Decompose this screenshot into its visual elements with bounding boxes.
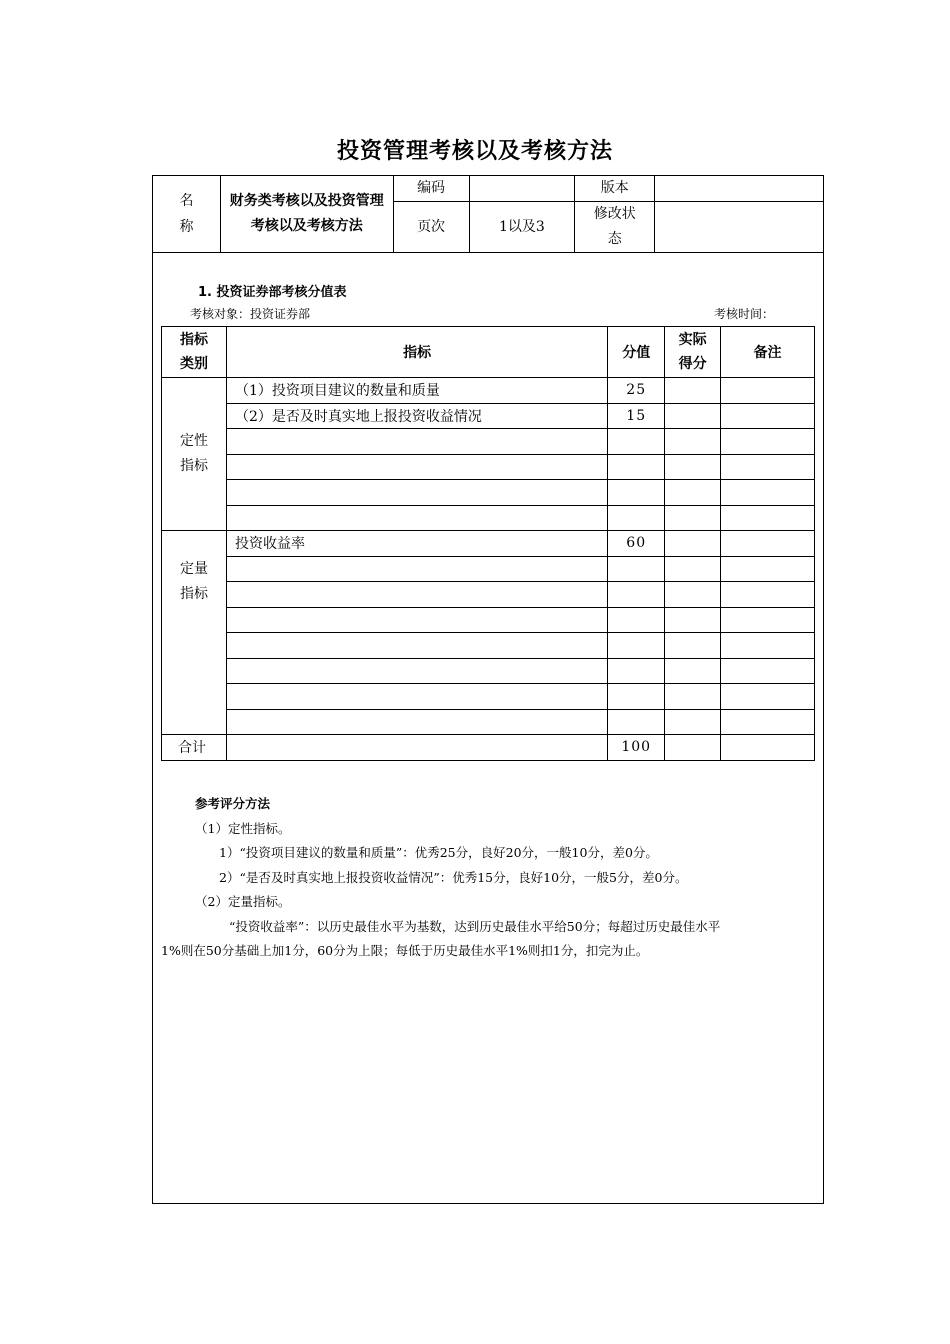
header-score: 分值 — [608, 327, 665, 378]
notes-line: （2）定量指标。 — [195, 894, 291, 909]
quantitative-category: 定量指标 — [162, 531, 227, 735]
empty-cell — [665, 429, 721, 455]
status-value — [655, 202, 824, 253]
empty-cell — [665, 658, 721, 684]
notes-line: 1）“投资项目建议的数量和质量”：优秀25分，良好20分，一般10分，差0分。 — [219, 845, 658, 860]
header-indicator: 指标 — [226, 327, 607, 378]
empty-cell — [721, 684, 815, 710]
empty-cell — [608, 505, 665, 531]
table-row-score: 25 — [608, 378, 665, 404]
empty-cell — [226, 658, 607, 684]
table-row-item: 投资收益率 — [226, 531, 607, 557]
empty-cell — [665, 633, 721, 659]
empty-cell — [721, 556, 815, 582]
notes-line: 2）“是否及时真实地上报投资收益情况”：优秀15分，良好10分，一般5分，差0分。 — [219, 869, 688, 885]
section-title: 1. 投资证券部考核分值表 — [198, 285, 347, 300]
code-value — [469, 176, 575, 202]
notes-line: 1%则在50分基础上加1分，60分为上限；每低于历史最佳水平1%则扣1分，扣完为止。 — [161, 943, 649, 958]
empty-cell — [226, 429, 607, 455]
empty-cell — [665, 454, 721, 480]
empty-cell — [608, 709, 665, 735]
empty-cell — [226, 607, 607, 633]
total-actual — [665, 735, 721, 761]
empty-cell — [608, 607, 665, 633]
name-value: 财务类考核以及投资管理考核以及考核方法 — [220, 176, 393, 253]
header-actual-score: 实际得分 — [665, 327, 721, 378]
empty-cell — [608, 684, 665, 710]
empty-cell — [608, 454, 665, 480]
empty-cell — [226, 684, 607, 710]
empty-cell — [226, 454, 607, 480]
empty-cell — [665, 556, 721, 582]
empty-cell — [226, 582, 607, 608]
empty-cell — [226, 505, 607, 531]
table-row-actual — [665, 531, 721, 557]
empty-cell — [608, 658, 665, 684]
notes-line: （1）定性指标。 — [195, 820, 291, 836]
table-row-remark — [721, 531, 815, 557]
table-row-item: （2）是否及时真实地上报投资收益情况 — [226, 403, 607, 429]
total-score: 100 — [608, 735, 665, 761]
scoring-notes — [161, 792, 821, 964]
code-label: 编码 — [393, 176, 469, 202]
empty-cell — [608, 633, 665, 659]
empty-cell — [665, 582, 721, 608]
empty-cell — [721, 709, 815, 735]
empty-cell — [226, 480, 607, 506]
table-row-actual — [665, 378, 721, 404]
total-remark — [721, 735, 815, 761]
name-label: 名 称 — [153, 176, 221, 253]
page-value: 1以及3 — [469, 202, 575, 253]
empty-cell — [721, 480, 815, 506]
empty-cell — [721, 582, 815, 608]
empty-cell — [608, 556, 665, 582]
empty-cell — [665, 480, 721, 506]
page-label: 页次 — [393, 202, 469, 253]
empty-cell — [226, 709, 607, 735]
empty-cell — [721, 658, 815, 684]
page-title: 投资管理考核以及考核方法 — [336, 139, 613, 164]
empty-cell — [721, 454, 815, 480]
total-label: 合计 — [162, 735, 227, 761]
notes-line: “投资收益率”：以历史最佳水平为基数，达到历史最佳水平给50分；每超过历史最佳水平 — [229, 918, 721, 934]
notes-heading: 参考评分方法 — [195, 796, 271, 811]
qualitative-category: 定性指标 — [162, 378, 227, 531]
table-row-score: 60 — [608, 531, 665, 557]
total-empty-cell — [226, 735, 607, 761]
empty-cell — [721, 429, 815, 455]
empty-cell — [665, 709, 721, 735]
table-row-remark — [721, 378, 815, 404]
empty-cell — [721, 607, 815, 633]
version-value — [655, 176, 824, 202]
empty-cell — [226, 556, 607, 582]
version-label: 版本 — [575, 176, 655, 202]
status-label: 修改状态 — [575, 202, 655, 253]
table-row-score: 15 — [608, 403, 665, 429]
header-category: 指标类别 — [162, 327, 227, 378]
empty-cell — [608, 480, 665, 506]
empty-cell — [608, 582, 665, 608]
header-remarks: 备注 — [721, 327, 815, 378]
table-row-actual — [665, 403, 721, 429]
score-table — [161, 326, 815, 761]
empty-cell — [226, 633, 607, 659]
object-label: 考核对象：投资证券部 — [190, 307, 311, 321]
table-row-remark — [721, 403, 815, 429]
empty-cell — [721, 505, 815, 531]
empty-cell — [665, 505, 721, 531]
empty-cell — [665, 607, 721, 633]
header-table — [152, 175, 824, 253]
table-row-item: （1）投资项目建议的数量和质量 — [226, 378, 607, 404]
time-label: 考核时间： — [714, 307, 775, 321]
empty-cell — [608, 429, 665, 455]
empty-cell — [665, 684, 721, 710]
empty-cell — [721, 633, 815, 659]
